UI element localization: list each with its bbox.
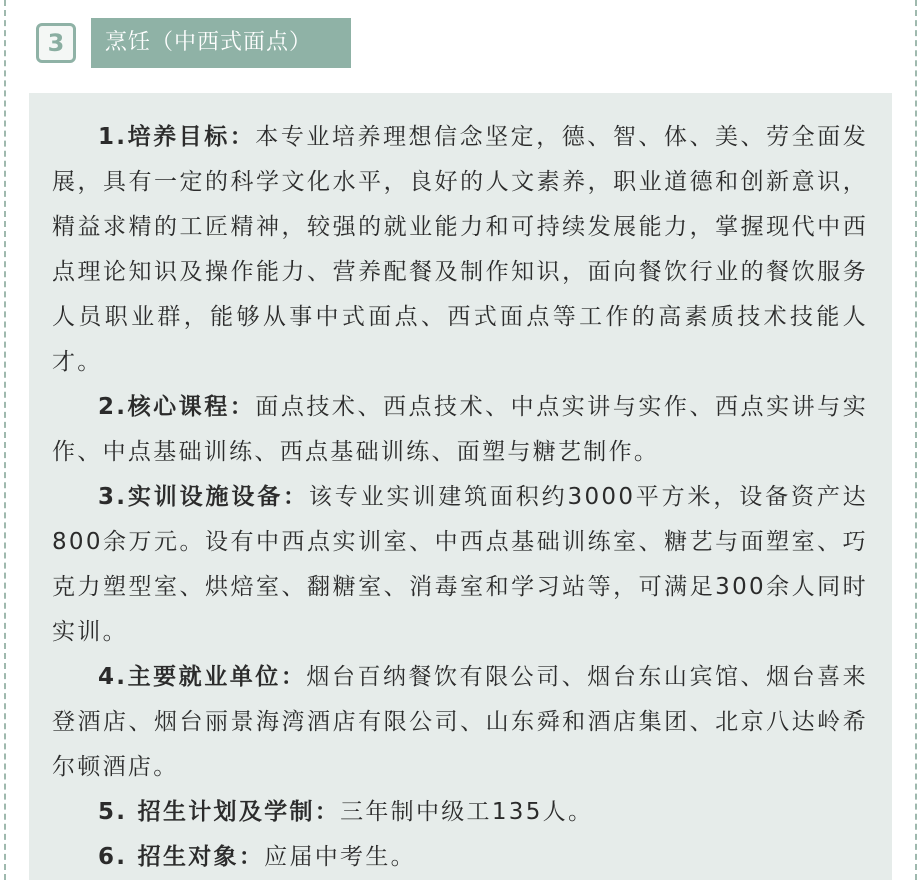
paragraph-training-goal	[52, 115, 868, 385]
paragraph-text: 应届中考生。	[264, 844, 416, 870]
paragraph-label: 3.实训设施设备：	[98, 484, 309, 510]
paragraph-text: 面点技术、西点技术、中点实讲与实作、西点实讲与实作、中点基础训练、西点基础训练、面塑与糖艺制作。	[52, 394, 868, 465]
paragraph-core-courses	[52, 385, 868, 475]
paragraph-label: 5. 招生计划及学制：	[98, 799, 341, 825]
section-title: 烹饪（中西式面点）	[105, 30, 313, 55]
right-dashed-border	[915, 0, 917, 880]
paragraph-text: 本专业培养理想信念坚定，德、智、体、美、劳全面发展，具有一定的科学文化水平，良好的人文素养，职业道德和创新意识，精益求精的工匠精神，较强的就业能力和可持续发展能力，掌握现代中西点理论知识及操作能力、营养配餐及制作知识，面向餐饮行业的餐饮服务人员职业群，能够从事中式面点、西式面点等工作的高素质技术技能人才。	[52, 124, 868, 375]
paragraph-label: 6. 招生对象：	[98, 844, 265, 870]
paragraph-employers	[52, 655, 868, 790]
paragraph-enrollment-plan	[52, 790, 868, 835]
section-number-badge: 3	[36, 23, 76, 63]
paragraph-label: 1.培养目标：	[98, 124, 256, 150]
paragraph-text: 三年制中级工135人。	[340, 799, 594, 825]
section-title-bar	[91, 18, 351, 68]
left-dashed-border	[4, 0, 6, 880]
paragraph-training-facilities	[52, 475, 868, 655]
paragraph-enrollment-target	[52, 835, 868, 880]
paragraph-text: 烟台百纳餐饮有限公司、烟台东山宾馆、烟台喜来登酒店、烟台丽景海湾酒店有限公司、山东舜和酒店集团、北京八达岭希尔顿酒店。	[52, 664, 868, 780]
content-panel	[29, 93, 892, 880]
paragraph-text: 该专业实训建筑面积约3000平方米，设备资产达800余万元。设有中西点实训室、中西点基础训练室、糖艺与面塑室、巧克力塑型室、烘焙室、翻糖室、消毒室和学习站等，可满足300余人同时实训。	[52, 484, 868, 645]
paragraph-label: 2.核心课程：	[98, 394, 256, 420]
paragraph-label: 4.主要就业单位：	[98, 664, 307, 690]
